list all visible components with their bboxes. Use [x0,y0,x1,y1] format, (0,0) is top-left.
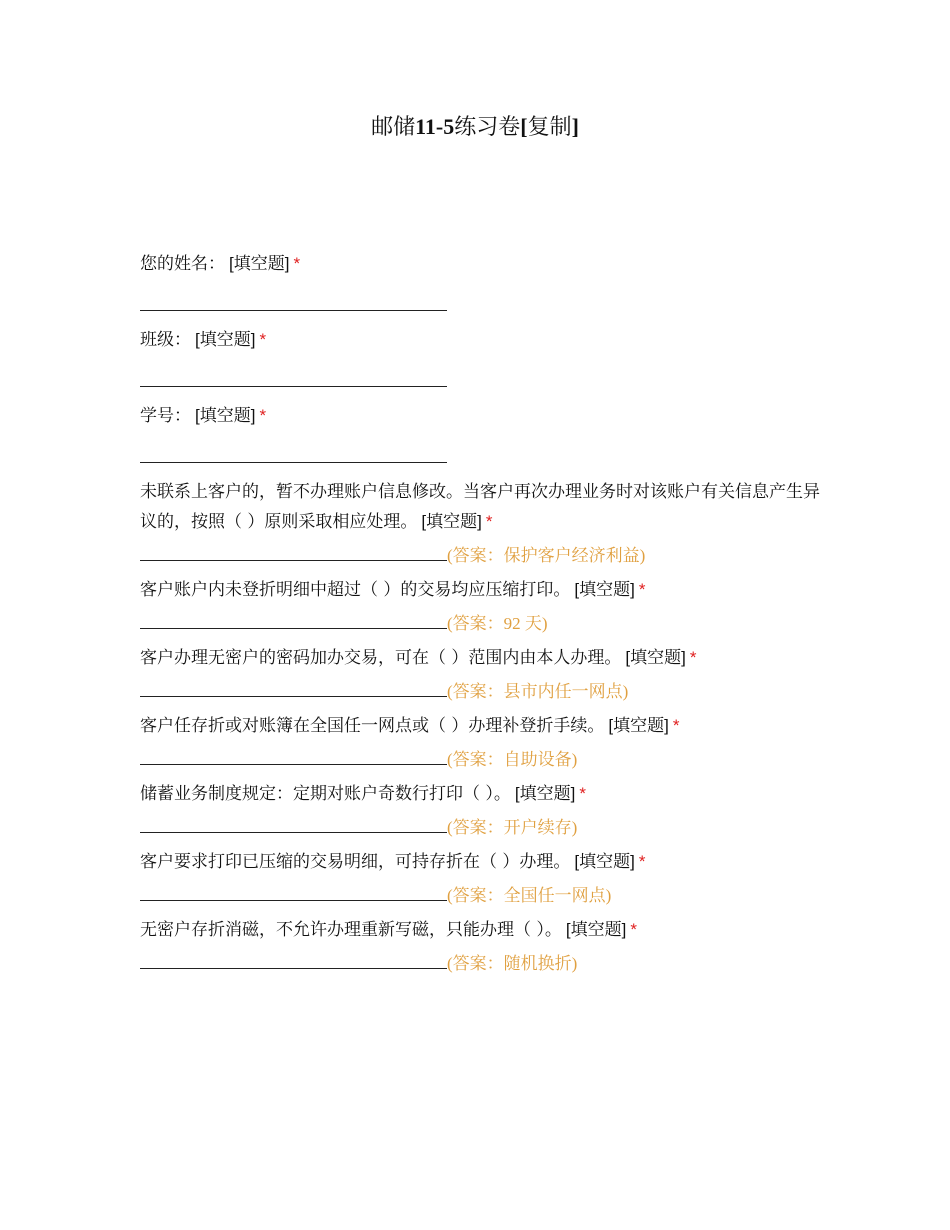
answer-suffix: ) [605,886,612,905]
answer-suffix: ) [541,614,548,633]
question-type-label: [填空题] [421,512,482,531]
answer-key [447,817,577,839]
question-prompt [140,325,830,355]
question-text: 客户账户内未登折明细中超过（ ）的交易均应压缩打印。 [140,580,571,600]
question-item [140,779,830,839]
required-mark: * [259,330,267,349]
required-mark: * [259,406,267,425]
question-type-label: [填空题] [608,716,669,735]
title-text-6: ] [571,114,579,139]
answer-row [140,741,830,771]
answer-row [140,431,830,469]
question-text: 未联系上客户的，暂不办理账户信息修改。当客户再次办理业务时对该账户有关信息产生异议的，按照（ ）原则采取相应处理。 [140,482,820,532]
question-prompt [140,477,830,537]
page-title [0,112,950,142]
question-text: 您的姓名： [140,254,225,274]
answer-row [140,809,830,839]
question-item [140,847,830,907]
answer-blank[interactable] [140,832,447,833]
answer-blank[interactable] [140,764,447,765]
answer-blank[interactable] [140,386,447,387]
answer-prefix: (答案： [447,818,504,837]
answer-prefix: (答案： [447,886,504,905]
question-type-label: [填空题] [574,580,635,599]
answer-prefix: (答案： [447,546,504,565]
question-type-label: [填空题] [565,920,627,939]
question-item [140,249,830,317]
question-text: 储蓄业务制度规定：定期对账户奇数行打印（ ）。 [140,784,511,804]
answer-suffix: ) [571,818,578,837]
answer-blank[interactable] [140,560,447,561]
question-prompt [140,779,830,809]
question-item [140,477,830,567]
question-type-label: [填空题] [514,784,576,803]
answer-prefix: (答案： [447,682,504,701]
answer-suffix: ) [571,954,578,973]
question-item [140,325,830,393]
answer-suffix: ) [622,682,629,701]
title-text-4: [ [520,114,528,139]
question-prompt [140,711,830,741]
question-item [140,643,830,703]
answer-suffix: ) [571,750,578,769]
answer-text: 92 天 [503,614,542,633]
answer-row [140,279,830,317]
question-list [140,249,830,983]
question-prompt [140,575,830,605]
answer-key [447,885,611,907]
question-text: 无密户存折消磁，不允许办理重新写磁，只能办理（ ）。 [140,920,562,940]
answer-blank[interactable] [140,462,447,463]
question-item [140,711,830,771]
title-text-3: 练习卷 [454,114,521,139]
required-mark: * [672,716,680,735]
answer-prefix: (答案： [447,614,504,633]
answer-row [140,673,830,703]
answer-key [447,613,548,635]
required-mark: * [689,648,697,667]
answer-prefix: (答案： [447,750,504,769]
title-text-1: 邮储 [371,114,416,139]
answer-row [140,355,830,393]
question-text: 班级： [140,330,191,350]
answer-text: 全国任一网点 [503,886,606,905]
answer-key [447,953,577,975]
question-type-label: [填空题] [195,330,256,349]
answer-blank[interactable] [140,696,447,697]
question-text: 学号： [140,406,191,426]
question-text: 客户要求打印已压缩的交易明细，可持存折在（ ）办理。 [140,852,571,872]
answer-text: 开户续存 [503,818,572,837]
question-item [140,401,830,469]
question-prompt [140,847,830,877]
answer-text: 自助设备 [503,750,572,769]
question-item [140,575,830,635]
required-mark: * [630,920,637,939]
answer-row [140,945,830,975]
answer-key [447,681,628,703]
question-type-label: [填空题] [625,648,686,667]
answer-blank[interactable] [140,900,447,901]
answer-row [140,877,830,907]
question-prompt [140,249,830,279]
answer-suffix: ) [639,546,646,565]
required-mark: * [293,254,301,273]
answer-row [140,537,830,567]
question-type-label: [填空题] [195,406,256,425]
question-prompt [140,401,830,431]
answer-blank[interactable] [140,968,447,969]
answer-blank[interactable] [140,628,447,629]
answer-row [140,605,830,635]
question-type-label: [填空题] [229,254,290,273]
title-text-2: 11-5 [415,114,455,139]
answer-prefix: (答案： [447,954,504,973]
question-type-label: [填空题] [574,852,635,871]
answer-key [447,749,577,771]
question-item [140,915,830,975]
question-prompt [140,643,830,673]
answer-text: 随机换折 [503,954,572,973]
question-text: 客户办理无密户的密码加办交易，可在（ ）范围内由本人办理。 [140,648,622,668]
required-mark: * [579,784,586,803]
required-mark: * [485,512,493,531]
question-prompt [140,915,830,945]
answer-text: 县市内任一网点 [503,682,623,701]
answer-text: 保护客户经济利益 [503,546,640,565]
answer-blank[interactable] [140,310,447,311]
title-text-5: 复制 [527,114,572,139]
question-text: 客户任存折或对账簿在全国任一网点或（ ）办理补登折手续。 [140,716,605,736]
answer-key [447,545,645,567]
required-mark: * [638,580,646,599]
required-mark: * [638,852,646,871]
